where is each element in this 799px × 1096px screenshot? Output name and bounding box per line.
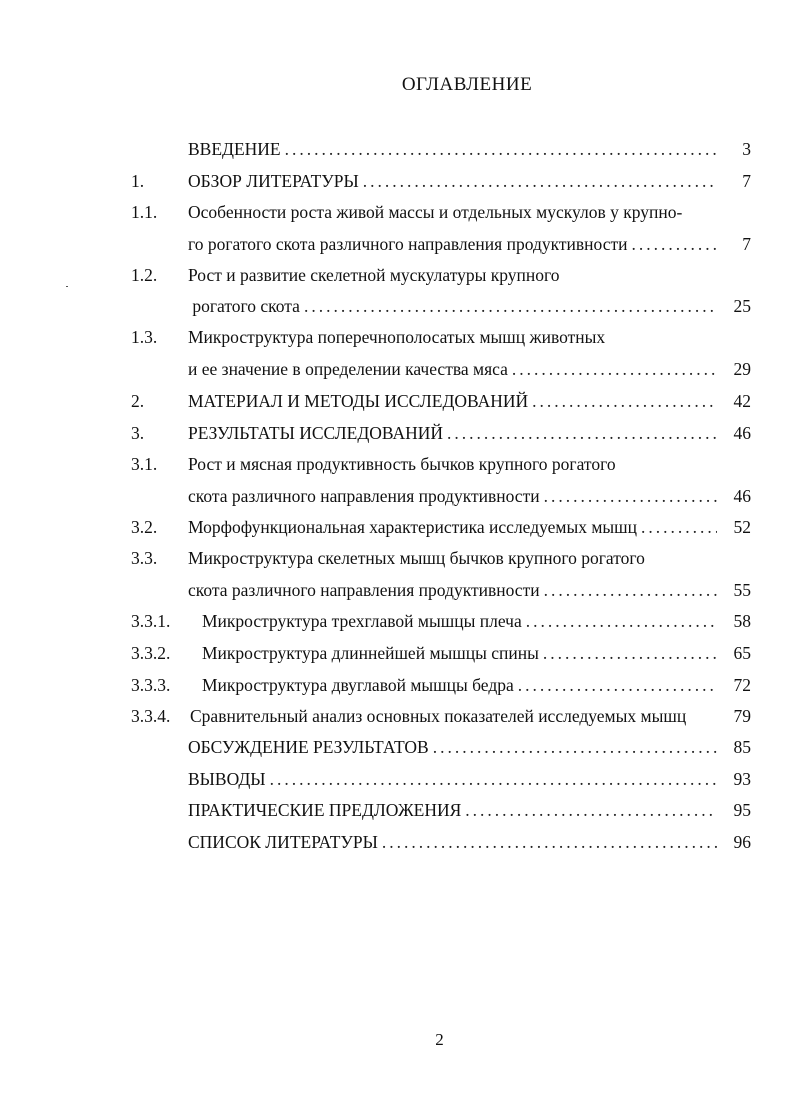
leader-dots bbox=[447, 421, 717, 445]
toc-entry[interactable] bbox=[0, 421, 799, 445]
toc-entry-title: СПИСОК ЛИТЕРАТУРЫ bbox=[188, 832, 378, 852]
toc-entry-number: 3.3. bbox=[131, 548, 158, 568]
toc-entry-title: го рогатого скота различного направления продуктивности bbox=[188, 234, 628, 254]
page-title: ОГЛАВЛЕНИЕ bbox=[401, 74, 533, 95]
toc-entry-number: 3.2. bbox=[131, 517, 158, 537]
leader-dots bbox=[544, 578, 717, 602]
leader-dots bbox=[543, 641, 717, 665]
toc-entry-title: скота различного направления продуктивности bbox=[188, 580, 540, 600]
toc-entry-continuation[interactable] bbox=[0, 357, 799, 381]
toc-entry[interactable] bbox=[0, 735, 799, 759]
leader-dots bbox=[270, 767, 717, 791]
toc-entry-title: МАТЕРИАЛ И МЕТОДЫ ИССЛЕДОВАНИЙ bbox=[188, 391, 529, 411]
toc-entry-title: ОБСУЖДЕНИЕ РЕЗУЛЬТАТОВ bbox=[188, 737, 429, 757]
toc-entry-title: ОБЗОР ЛИТЕРАТУРЫ bbox=[188, 171, 359, 191]
toc-entry[interactable] bbox=[0, 452, 799, 476]
toc-entry[interactable] bbox=[0, 546, 799, 570]
leader-dots bbox=[433, 735, 717, 759]
leader-dots bbox=[518, 673, 717, 697]
toc-entry-title: Микроструктура двуглавой мышцы бедра bbox=[202, 675, 514, 695]
toc-entry[interactable] bbox=[0, 515, 799, 539]
toc-entry-page: 95 bbox=[733, 800, 751, 820]
toc-entry-title: Сравнительный анализ основных показателей исследуемых мышц bbox=[190, 706, 687, 726]
leader-dots bbox=[465, 798, 717, 822]
toc-entry[interactable] bbox=[0, 798, 799, 822]
toc-entry-title: ВЫВОДЫ bbox=[188, 769, 266, 789]
toc-entry-page: 52 bbox=[733, 517, 751, 537]
leader-dots bbox=[285, 137, 717, 161]
leader-dots bbox=[304, 294, 717, 318]
toc-entry-page: 3 bbox=[742, 139, 751, 159]
toc-entry-title: ПРАКТИЧЕСКИЕ ПРЕДЛОЖЕНИЯ bbox=[188, 800, 462, 820]
leader-dots bbox=[363, 169, 717, 193]
toc-entry-page: 79 bbox=[733, 706, 751, 726]
toc-entry-title: РЕЗУЛЬТАТЫ ИССЛЕДОВАНИЙ bbox=[188, 423, 444, 443]
toc-entry-title: Микроструктура длиннейшей мышцы спины bbox=[202, 643, 539, 663]
toc-entry[interactable] bbox=[0, 200, 799, 224]
toc-entry[interactable] bbox=[0, 704, 799, 728]
toc-entry-page: 7 bbox=[742, 171, 751, 191]
toc-entry[interactable] bbox=[0, 609, 799, 633]
toc-entry-continuation[interactable] bbox=[0, 484, 799, 508]
toc-entry-number: 1.1. bbox=[131, 202, 158, 222]
toc-entry-number: 3.3.1. bbox=[131, 611, 171, 631]
toc-entry[interactable] bbox=[0, 325, 799, 349]
toc-entry-title: ВВЕДЕНИЕ bbox=[188, 139, 281, 159]
toc-entry[interactable] bbox=[0, 389, 799, 413]
toc-entry[interactable] bbox=[0, 263, 799, 287]
toc-entry-page: 7 bbox=[742, 234, 751, 254]
toc-entry-number: 3.3.2. bbox=[131, 643, 171, 663]
toc-entry-number: 1.3. bbox=[131, 327, 158, 347]
toc-entry-number: 3.3.3. bbox=[131, 675, 171, 695]
toc-entry-continuation[interactable] bbox=[0, 578, 799, 602]
toc-entry-number: 3.3.4. bbox=[131, 706, 171, 726]
leader-dots bbox=[631, 232, 717, 256]
toc-entry[interactable] bbox=[0, 830, 799, 854]
toc-entry-number: 3. bbox=[131, 423, 145, 443]
toc-entry-page: 96 bbox=[733, 832, 751, 852]
toc-entry-page: 42 bbox=[733, 391, 751, 411]
page-number: 2 bbox=[435, 1030, 444, 1049]
toc-entry-continuation[interactable] bbox=[0, 294, 799, 318]
toc-entry-title: Микроструктура трехглавой мышцы плеча bbox=[202, 611, 522, 631]
toc-entry[interactable] bbox=[0, 169, 799, 193]
toc-entry[interactable] bbox=[0, 137, 799, 161]
toc-entry-title: Морфофункциональная характеристика исследуемых мышц bbox=[188, 517, 638, 537]
toc-entry-continuation[interactable] bbox=[0, 232, 799, 256]
toc-entry-page: 58 bbox=[733, 611, 751, 631]
toc-entry-title: и ее значение в определении качества мяса bbox=[188, 359, 508, 379]
toc-entry-page: 46 bbox=[733, 423, 751, 443]
toc-entry-title: рогатого скота bbox=[188, 296, 300, 316]
toc-entry[interactable] bbox=[0, 673, 799, 697]
leader-dots bbox=[382, 830, 717, 854]
toc-entry-title-line: Микроструктура скелетных мышц бычков крупного рогатого bbox=[188, 548, 645, 568]
toc-entry-title-line: Рост и мясная продуктивность бычков крупного рогатого bbox=[188, 454, 616, 474]
toc-entry-title-line: Особенности роста живой массы и отдельных мускулов у крупно- bbox=[188, 202, 683, 222]
toc-entry-page: 93 bbox=[733, 769, 751, 789]
toc-entry-page: 65 bbox=[733, 643, 751, 663]
toc-entry-number: 2. bbox=[131, 391, 145, 411]
toc-entry-number: 1.2. bbox=[131, 265, 158, 285]
leader-dots bbox=[544, 484, 717, 508]
toc-entry-title: скота различного направления продуктивности bbox=[188, 486, 540, 506]
toc-entry-title-line: Рост и развитие скелетной мускулатуры крупного bbox=[188, 265, 560, 285]
toc-entry-page: 55 bbox=[733, 580, 751, 600]
toc-entry-title-line: Микроструктура поперечнополосатых мышц животных bbox=[188, 327, 606, 347]
toc-entry[interactable] bbox=[0, 641, 799, 665]
toc-entry-page: 29 bbox=[733, 359, 751, 379]
leader-dots bbox=[512, 357, 717, 381]
toc-entry-number: 3.1. bbox=[131, 454, 158, 474]
leader-dots bbox=[532, 389, 717, 413]
toc-entry-number: 1. bbox=[131, 171, 145, 191]
toc-entry-page: 46 bbox=[733, 486, 751, 506]
toc-entry[interactable] bbox=[0, 767, 799, 791]
toc-entry-page: 85 bbox=[733, 737, 751, 757]
toc-entry-page: 25 bbox=[733, 296, 751, 316]
leader-dots bbox=[526, 609, 717, 633]
leader-dots bbox=[641, 515, 717, 539]
toc-entry-page: 72 bbox=[733, 675, 751, 695]
